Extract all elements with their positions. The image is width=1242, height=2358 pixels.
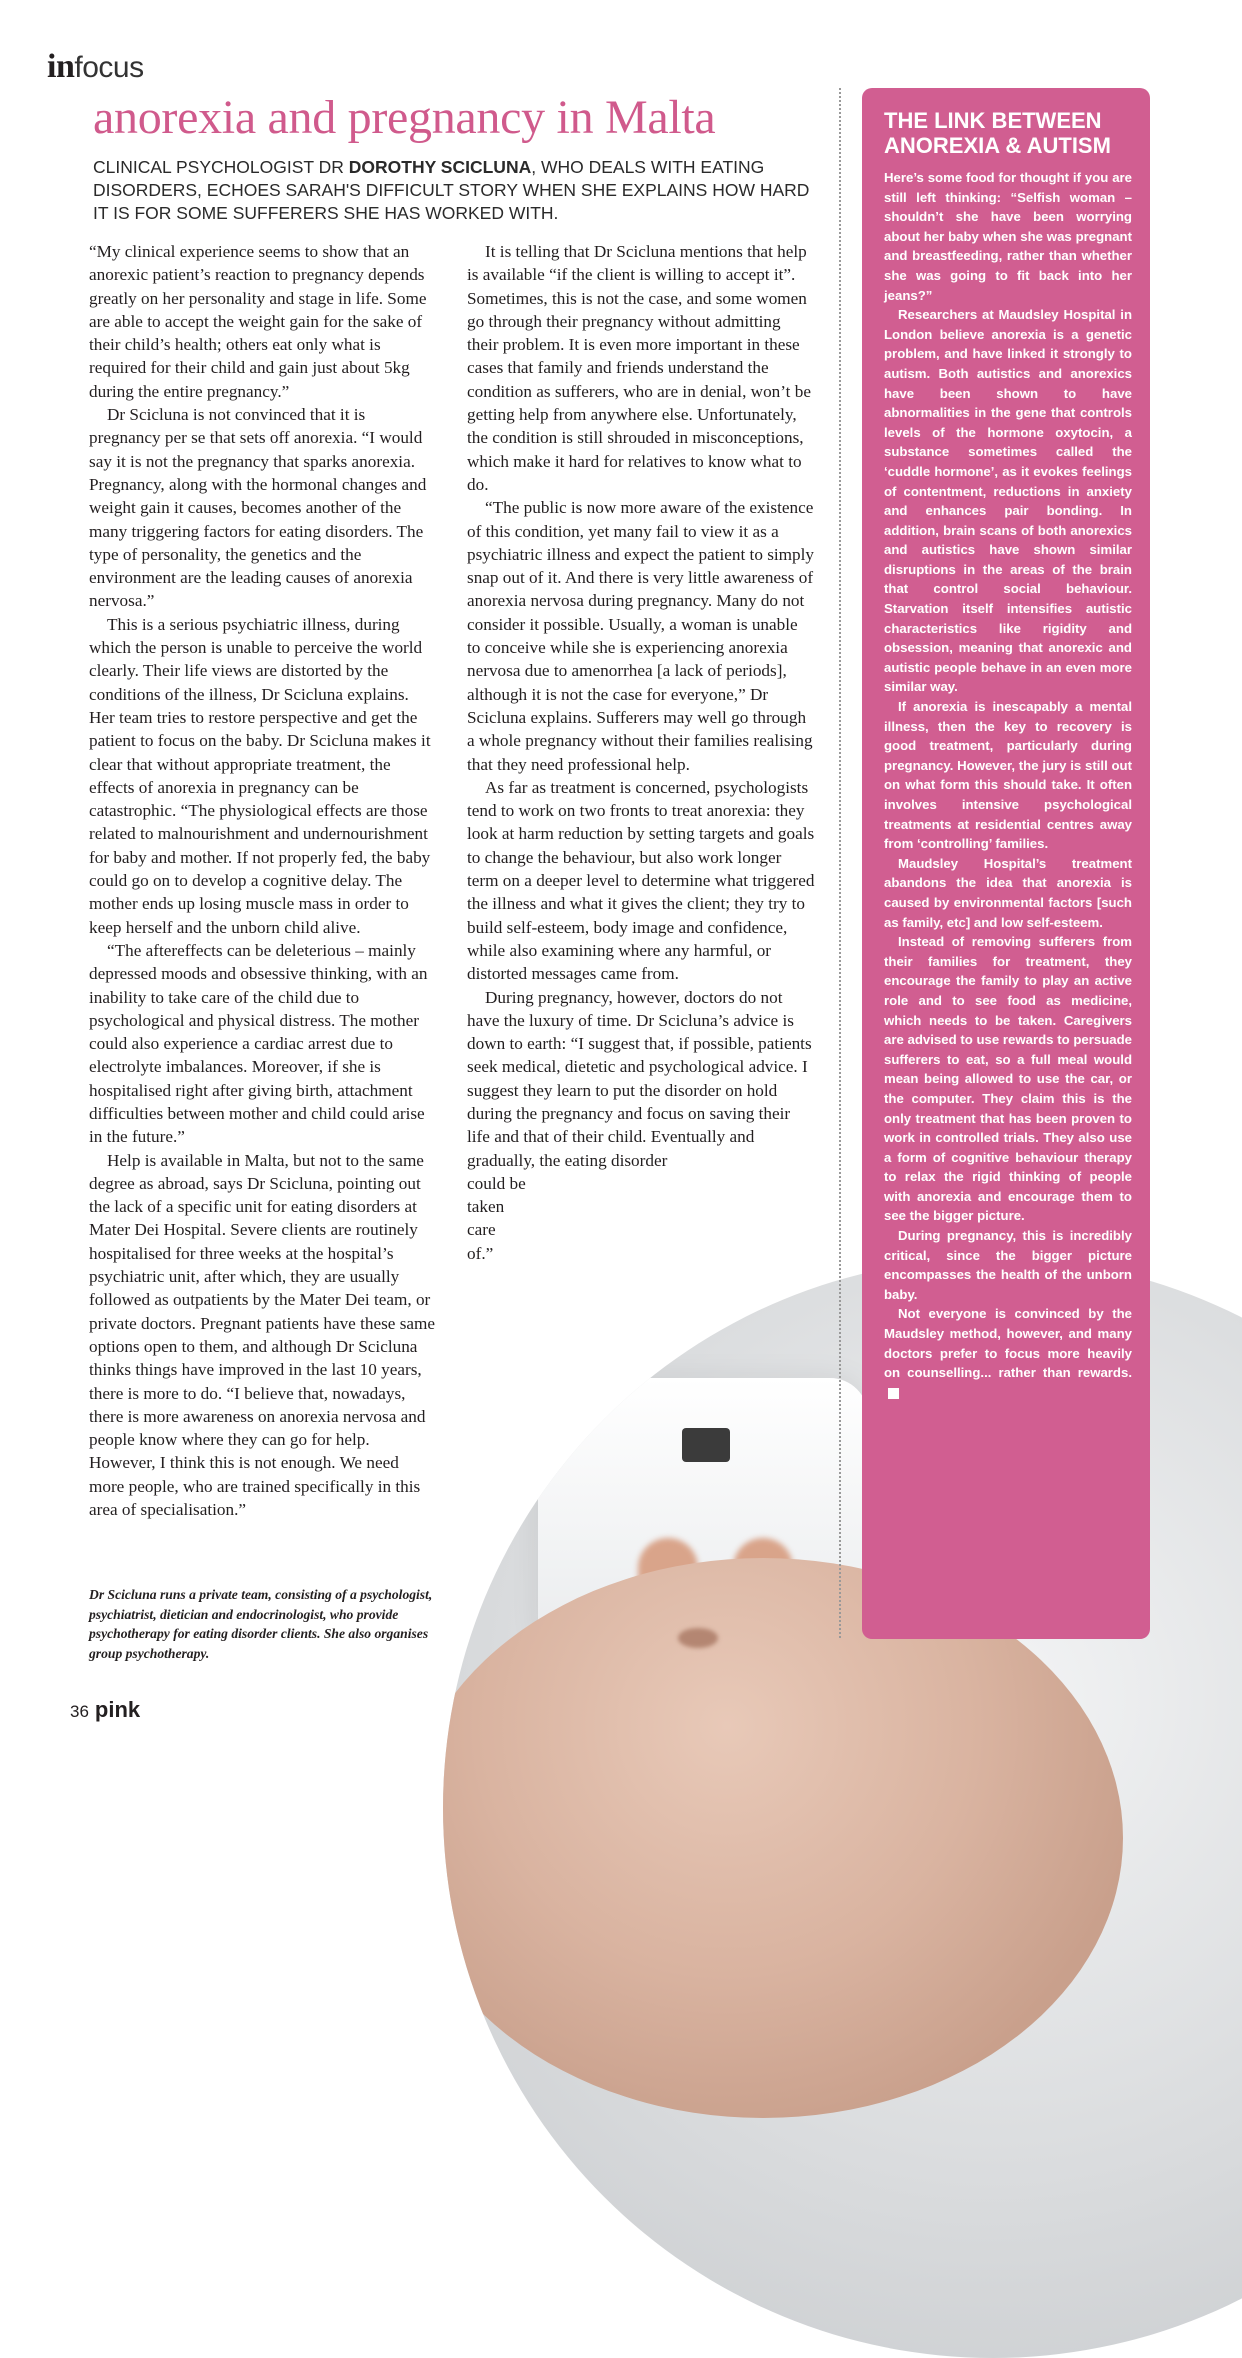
sidebar-paragraph: Instead of removing sufferers from their families for treatment, they encourage the family to play an active role and to see food as medicine, which needs to be taken. Caregivers are advised to use rewards to persuade sufferers to eat, so a full meal would mean being allowed to use the car, or the computer. They claim this is the only treatment that has been proven to work in controlled trials. They also use a form of cognitive behaviour therapy to relax the rigid thinking of people with anorexia and encourage them to see the bigger picture. — [884, 934, 1132, 1224]
paragraph-tail: taken — [467, 1197, 505, 1217]
page-folio — [70, 1697, 140, 1723]
paragraph-tail: could be — [467, 1173, 526, 1193]
article-column-1 — [89, 240, 437, 1521]
standfirst — [93, 156, 813, 225]
page-number: 36 — [70, 1702, 89, 1721]
paragraph: This is a serious psychiatric illness, during which the person is unable to perceive the world clearly. Their life views are distorted by the conditions of the illness, Dr Scicluna explains. Her team tries to restore perspective and get the patient to focus on the baby. Dr Scicluna makes it clear that without appropriate treatment, the effects of anorexia in pregnancy can be catastrophic. “The physiological effects are those related to malnourishment and undernourishment for baby and mother. If not properly fed, the baby could go on to develop a cognitive delay. The mother ends up losing muscle mass in order to keep herself and the unborn child alive. — [89, 614, 431, 937]
section-tag-focus: focus — [74, 51, 144, 84]
end-mark-icon — [888, 1388, 899, 1399]
sidebar-paragraph — [884, 1304, 1132, 1402]
pregnant-belly — [443, 1558, 1123, 2118]
photo-caption: Dr Scicluna runs a private team, consisting of a psychologist, psychiatrist, dietician and endocrinologist, who provide psychotherapy for eating disorder clients. She also organises group psychotherapy. — [89, 1587, 433, 1661]
paragraph-tail: care — [467, 1220, 496, 1240]
standfirst-pre: CLINICAL PSYCHOLOGIST DR — [93, 157, 349, 177]
sidebar-paragraph: Here’s some food for thought if you are still left thinking: “Selfish woman – shouldn’t she have been worrying about her baby when she was pregnant and breastfeeding, rather than whether she was going to fit back into her jeans?” — [884, 170, 1132, 303]
section-tag — [47, 48, 144, 86]
paragraph: It is telling that Dr Scicluna mentions that help is available “if the client is willing to accept it”. Sometimes, this is not the case, and some women go through their pregnancy without admitting their problem. It is even more important in these cases that family and friends understand the condition as sufferers, who are in denial, won’t be getting help from anywhere else. Unfortunately, the condition is still shrouded in misconceptions, which make it hard for relatives to know what to do. — [467, 242, 811, 494]
paragraph: During pregnancy, however, doctors do not have the luxury of time. Dr Scicluna’s advice is down to earth: “I suggest that, if possible, patients seek medical, dietetic and psychological advice. I suggest they learn to put the disorder on hold during the pregnancy and focus on saving their life and that of their child. Eventually and gradually, the eating disorder — [467, 987, 812, 1170]
paragraph: “My clinical experience seems to show that an anorexic patient’s reaction to pregnancy depends greatly on her personality and stage in life. Some are able to accept the weight gain for the sake of their child’s health; others eat only what is required for their child and gain just about 5kg during the entire pregnancy.” — [89, 242, 427, 401]
article-column-2 — [467, 240, 815, 1265]
sidebar-paragraph: If anorexia is inescapably a mental illness, then the key to recovery is good treatment, particularly during pregnancy. However, the jury is still out on what form this should take. It often involves intensive psychological treatments at residential centres away from ‘controlling’ families. — [884, 699, 1132, 852]
paragraph: “The aftereffects can be deleterious – mainly depressed moods and obsessive thinking, with an inability to take care of the child due to psychological and physical distress. The mother could also experience a cardiac arrest due to electrolyte imbalances. Moreover, if she is hospitalised right after giving birth, attachment difficulties between mother and child could arise in the future.” — [89, 940, 428, 1147]
column-divider — [839, 88, 841, 1638]
paragraph: As far as treatment is concerned, psychologists tend to work on two fronts to treat anorexia: they look at harm reduction by setting targets and goals to change the behaviour, but also work longer term on a deeper level to determine what triggered the illness and what it gives the client; they try to build self-esteem, body image and confidence, while also examining where any harmful, or distorted messages came from. — [467, 777, 815, 984]
standfirst-name: DOROTHY SCICLUNA — [348, 157, 532, 177]
headline: anorexia and pregnancy in Malta — [93, 91, 716, 144]
sidebar-last-text: Not everyone is convinced by the Maudsley method, however, and many doctors prefer to focus more heavily on counselling... rather than rewards. — [884, 1306, 1132, 1381]
navel — [678, 1628, 718, 1648]
paragraph: Help is available in Malta, but not to the same degree as abroad, says Dr Scicluna, pointing out the lack of a specific unit for eating disorders at Mater Dei Hospital. Severe clients are routinely hospitalised for three weeks at the hospital’s psychiatric unit, after which, they are usually followed as outpatients by the Mater Dei team, or private doctors. Pregnant patients have these same options open to them, and although Dr Scicluna thinks things have improved in the last 10 years, there is more to do. “I believe that, nowadays, there is more awareness on anorexia nervosa and people know where they can go for help. However, I think this is not enough. We need more people, who are trained specifically in this area of specialisation.” — [89, 1150, 436, 1520]
sidebar-paragraph: Maudsley Hospital’s treatment abandons the idea that anorexia is caused by environmental factors [such as family, etc] and low self-esteem. — [884, 855, 1132, 930]
scale-display — [682, 1428, 730, 1462]
paragraph-tail: of.” — [467, 1243, 494, 1263]
paragraph: Dr Scicluna is not convinced that it is pregnancy per se that sets off anorexia. “I would say it is not the pregnancy that sparks anorexia. Pregnancy, along with the hormonal changes and weight gain it causes, becomes another of the many triggering factors for eating disorders. The type of personality, the genetics and the environment are the leading causes of anorexia nervosa.” — [89, 405, 427, 611]
sidebar-body — [884, 168, 1132, 1402]
sidebar-title: THE LINK BETWEEN ANOREXIA & AUTISM — [884, 108, 1111, 158]
standfirst-post: , WHO DEALS WITH EATING DISORDERS, ECHOES SARAH'S DIFFICULT STORY WHEN SHE EXPLAINS HOW HARD IT IS FOR SOME SUFFERERS SHE HAS WORKED WITH. — [93, 157, 810, 223]
paragraph: “The public is now more aware of the existence of this condition, yet many fail to view it as a psychiatric illness and expect the patient to simply snap out of it. And there is very little awareness of anorexia nervosa during pregnancy. Many do not consider it possible. Usually, a woman is unable to conceive while she is experiencing anorexia nervosa due to amenorrhea [a lack of periods], although it is not the case for everyone,” Dr Scicluna explains. Sufferers may well go through a whole pregnancy without their families realising that they need professional help. — [467, 498, 815, 774]
sidebar-paragraph: During pregnancy, this is incredibly critical, since the bigger picture encompasses the health of the unborn baby. — [884, 1228, 1132, 1302]
section-tag-in: in — [47, 48, 75, 85]
sidebar-paragraph: Researchers at Maudsley Hospital in London believe anorexia is a genetic problem, and have linked it strongly to autism. Both autistics and anorexics have been shown to have abnormalities in the gene that controls levels of the hormone oxytocin, a substance sometimes called the ‘cuddle hormone’, as it evokes feelings of contentment, reductions in anxiety and enhances pair bonding. In addition, brain scans of both anorexics and autistics have shown similar disruptions in the areas of the brain that control social behaviour. Starvation itself intensifies autistic characteristics like rigidity and obsession, meaning that anorexic and autistic people behave in an even more similar way. — [884, 307, 1132, 695]
magazine-logo: pink — [94, 1697, 141, 1722]
